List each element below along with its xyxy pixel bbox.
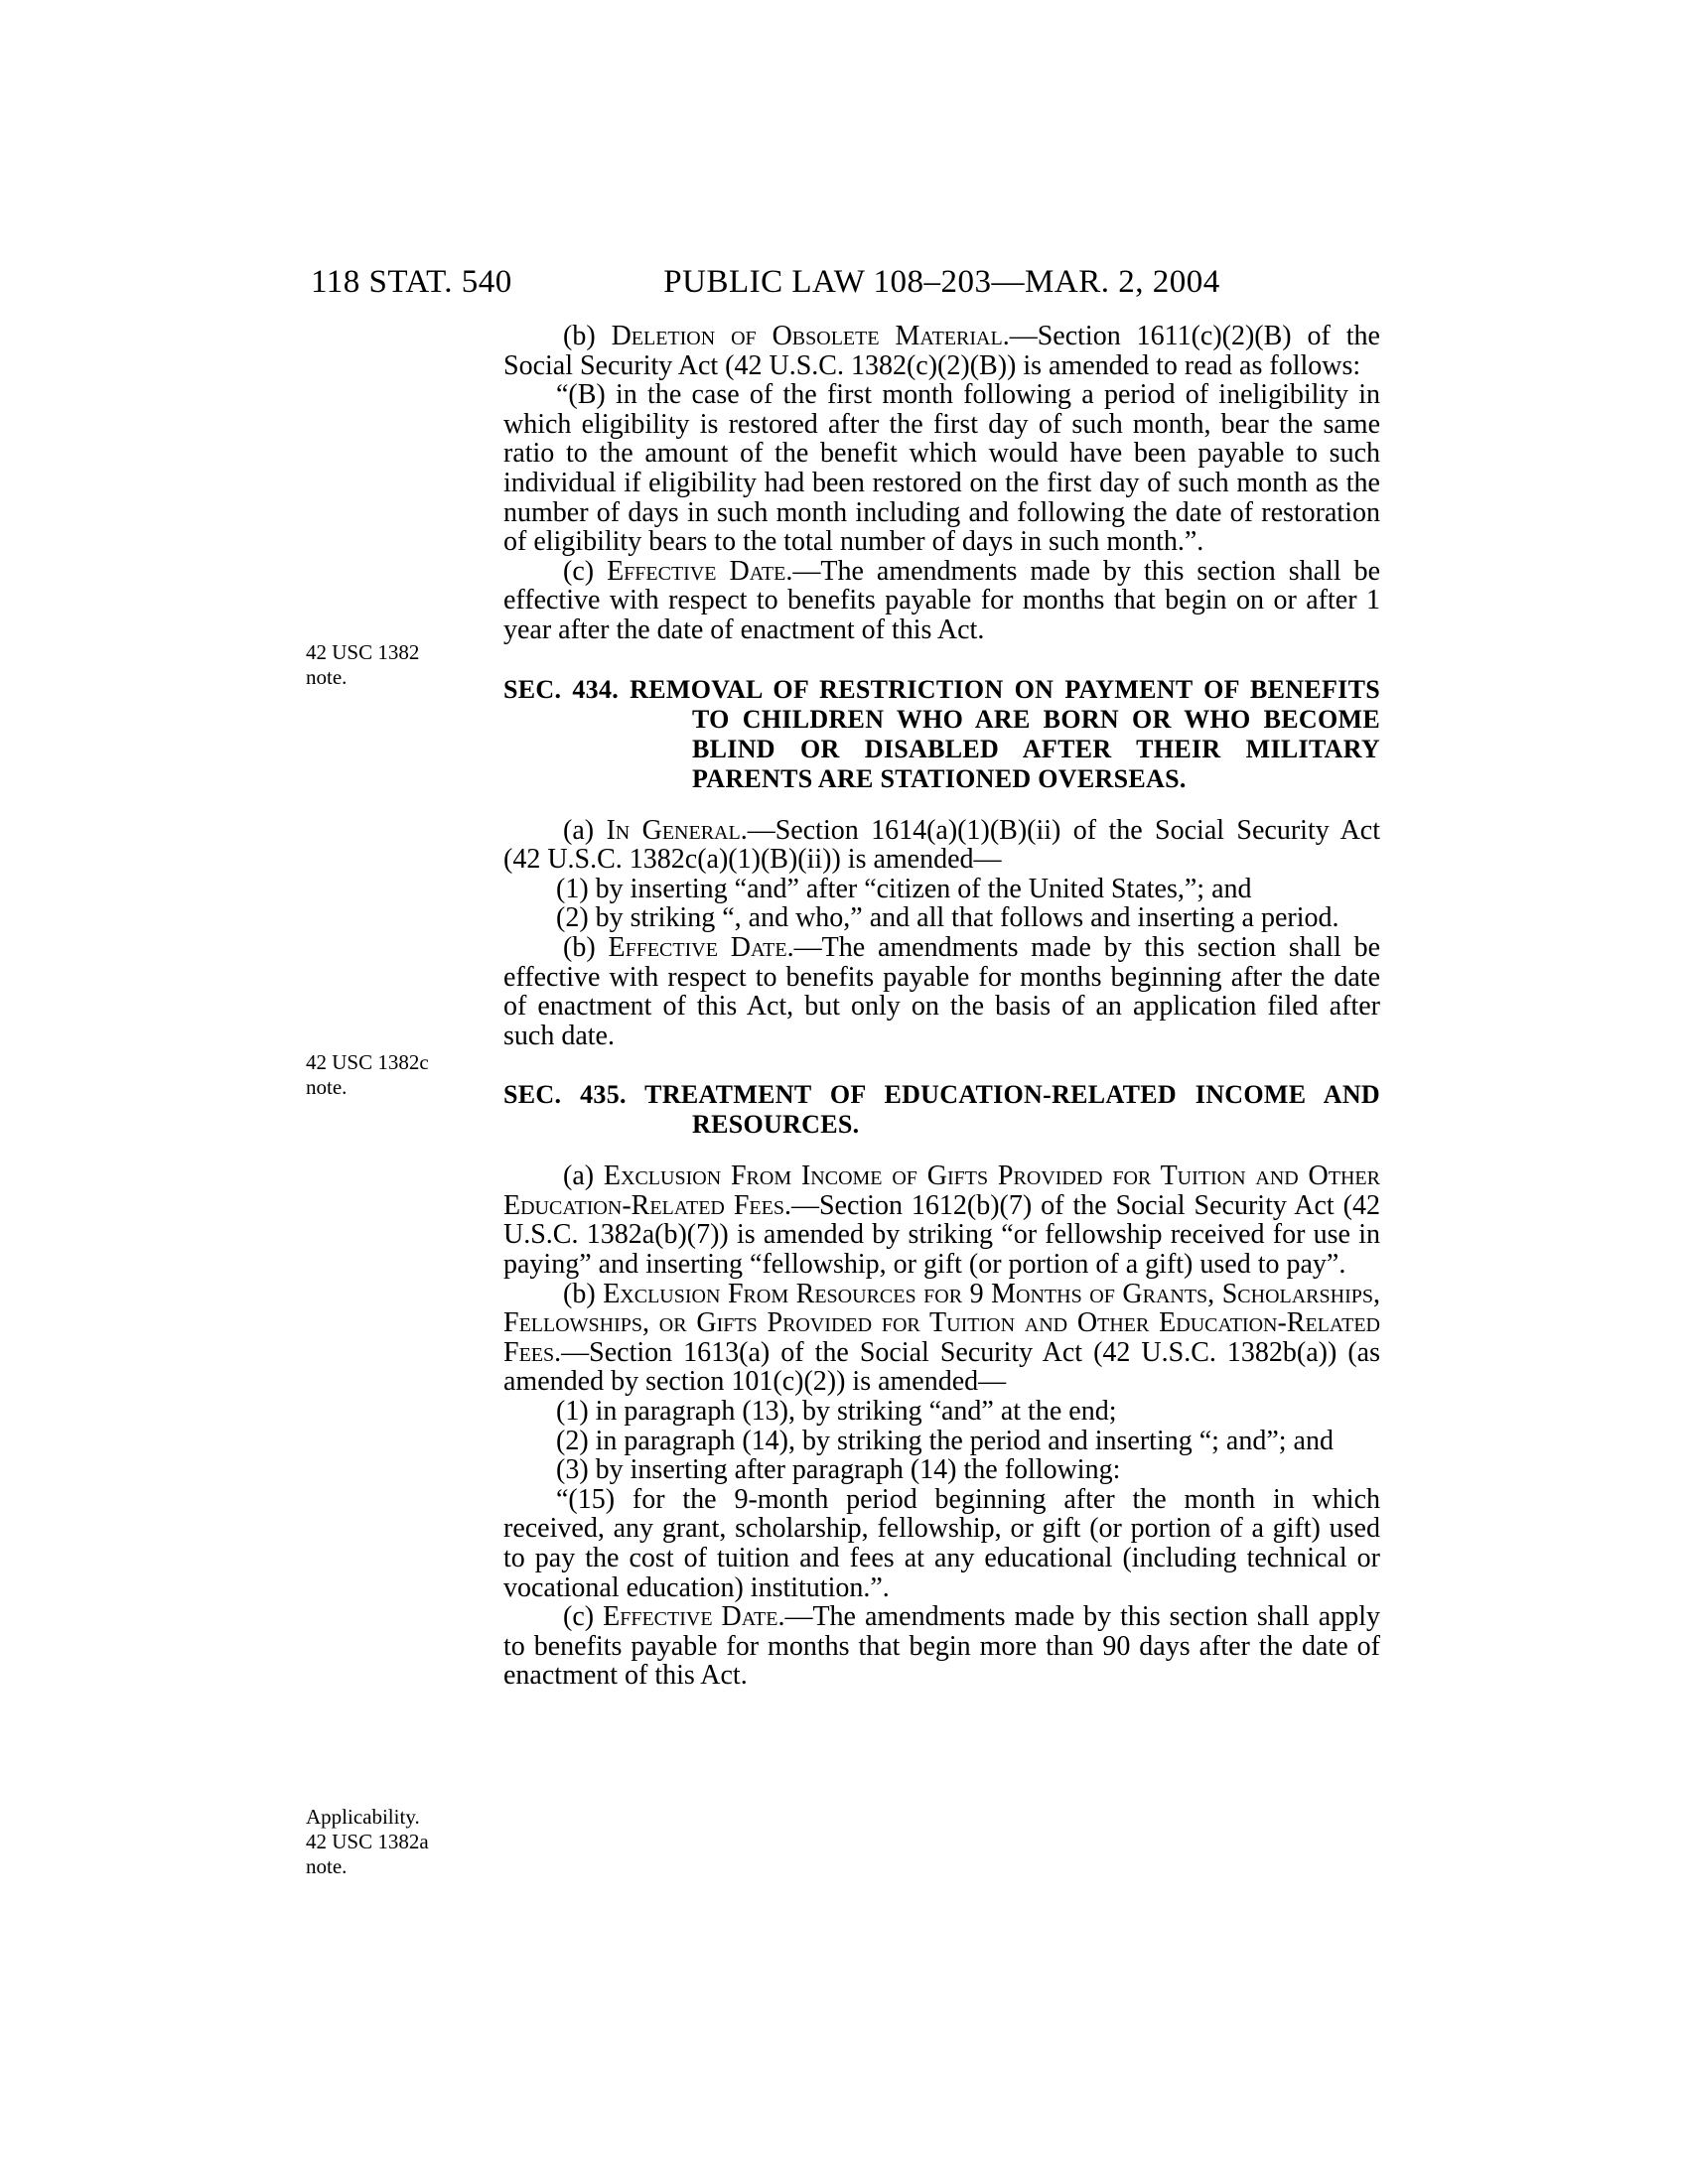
paragraph <box>503 816 1380 875</box>
law-running-header: PUBLIC LAW 108–203—MAR. 2, 2004 <box>663 264 1220 300</box>
margin-note <box>306 640 490 690</box>
margin-note-line: Applicability. <box>306 1805 420 1829</box>
small-caps-text: Exclusion From Resources for 9 Months of Grants, Scholarships, Fellowships, or Gifts Provided for Tuition and Other Education-Related Fees <box>503 1278 1380 1368</box>
paragraph <box>503 1602 1380 1691</box>
body-text: (b) <box>563 321 612 351</box>
paragraph <box>503 1280 1380 1397</box>
small-caps-text: Effective Date <box>603 1601 778 1633</box>
body-text: (1) in paragraph (13), by striking “and” at the end; <box>556 1396 1117 1428</box>
paragraph <box>503 1427 1380 1456</box>
small-caps-text: In General <box>606 814 741 846</box>
paragraph <box>503 1485 1380 1602</box>
section-heading <box>503 1080 1380 1140</box>
body-text: (3) by inserting after paragraph (14) the following: <box>556 1454 1121 1486</box>
body-text: “(B) in the case of the first month following a period of ineligibility in which eligibility is restored after the first day of such month, bear the same ratio to the amount of the benefit which would have been payable to such individual if eligibility had been restored on the first day of such month as the number of days in such month including and following the date of restoration of eligibility bears to the total number of days in such month.”. <box>503 379 1380 558</box>
body-text: SEC. 435. TREATMENT OF EDUCATION-RELATED INCOME AND RESOURCES. <box>503 1080 1380 1140</box>
body-text: (2) by striking “, and who,” and all that follows and inserting a period. <box>556 902 1339 934</box>
paragraph <box>503 875 1380 904</box>
body-text: .—Section 1612(b)(7) of the Social Security Act (42 U.S.C. 1382a(b)(7)) is amended by striking “or fellowship received for use in paying” and inserting “fellowship, or gift (or portion of a gift) used to pay”. <box>503 1189 1380 1281</box>
paragraph <box>503 322 1380 380</box>
small-caps-text: Deletion of Obsolete Material <box>611 321 1003 351</box>
margin-note-line: 42 USC 1382c <box>306 1050 429 1074</box>
body-text: (b) <box>563 931 609 963</box>
body-text: (a) <box>563 814 607 846</box>
small-caps-text: Exclusion From Income of Gifts Provided for Tuition and Other Education-Related Fees <box>503 1160 1380 1221</box>
body-text: “(15) for the 9-month period beginning after the month in which received, any grant, scholarship, fellowship, or gift (or portion of a gift) used to pay the cost of tuition and fees at any educational (including technical or vocational education) institution.”. <box>503 1483 1380 1603</box>
body-text: .—The amendments made by this section shall be effective with respect to benefits payable for months beginning after the date of enactment of this Act, but only on the basis of an application filed after such date. <box>503 931 1381 1051</box>
margin-note <box>306 1805 490 1879</box>
body-text: .—Section 1613(a) of the Social Security Act (42 U.S.C. 1382b(a)) (as amended by section 101(c)(2)) is amended— <box>503 1336 1380 1398</box>
body-text: (1) by inserting “and” after “citizen of the United States,”; and <box>556 873 1252 904</box>
paragraph <box>503 1455 1380 1485</box>
section-heading <box>503 675 1380 794</box>
body-text: .—The amendments made by this section shall apply to benefits payable for months that begin more than 90 days after the date of enactment of this Act. <box>503 1601 1381 1692</box>
margin-note <box>306 1050 490 1100</box>
body-text: (b) <box>563 1278 604 1309</box>
paragraph <box>503 903 1380 933</box>
paragraph <box>503 1161 1380 1279</box>
body-text: (a) <box>563 1160 604 1192</box>
paragraph <box>503 1397 1380 1427</box>
paragraph <box>503 557 1380 645</box>
body-text: (c) <box>563 555 608 587</box>
margin-note-line: note. <box>306 665 348 689</box>
paragraph <box>503 933 1380 1050</box>
margin-note-line: note. <box>306 1075 348 1099</box>
small-caps-text: Effective Date <box>608 931 787 963</box>
body-text: SEC. 434. REMOVAL OF RESTRICTION ON PAYMENT OF BENEFITS TO CHILDREN WHO ARE BORN OR WHO BECOME BLIND OR DISABLED AFTER THEIR MILITARY PARENTS ARE STATIONED OVERSEAS. <box>503 674 1380 793</box>
small-caps-text: Effective Date <box>607 555 786 587</box>
body-text: .—Section 1614(a)(1)(B)(ii) of the Social Security Act (42 U.S.C. 1382c(a)(1)(B)(ii)) is amended— <box>503 814 1381 876</box>
body-text: (c) <box>563 1601 604 1633</box>
body-text: .—The amendments made by this section shall be effective with respect to benefits payable for months that begin on or after 1 year after the date of enactment of this Act. <box>503 555 1381 645</box>
margin-note-line: 42 USC 1382 <box>306 640 420 664</box>
document-body <box>503 322 1380 1691</box>
body-text: (2) in paragraph (14), by striking the period and inserting “; and”; and <box>556 1425 1334 1456</box>
statute-page-number: 118 STAT. 540 <box>311 264 512 300</box>
body-text: .—Section 1611(c)(2)(B) of the Social Security Act (42 U.S.C. 1382(c)(2)(B)) is amended to read as follows: <box>503 321 1380 381</box>
margin-note-line: note. <box>306 1854 348 1878</box>
margin-note-line: 42 USC 1382a <box>306 1830 429 1853</box>
paragraph <box>503 380 1380 557</box>
